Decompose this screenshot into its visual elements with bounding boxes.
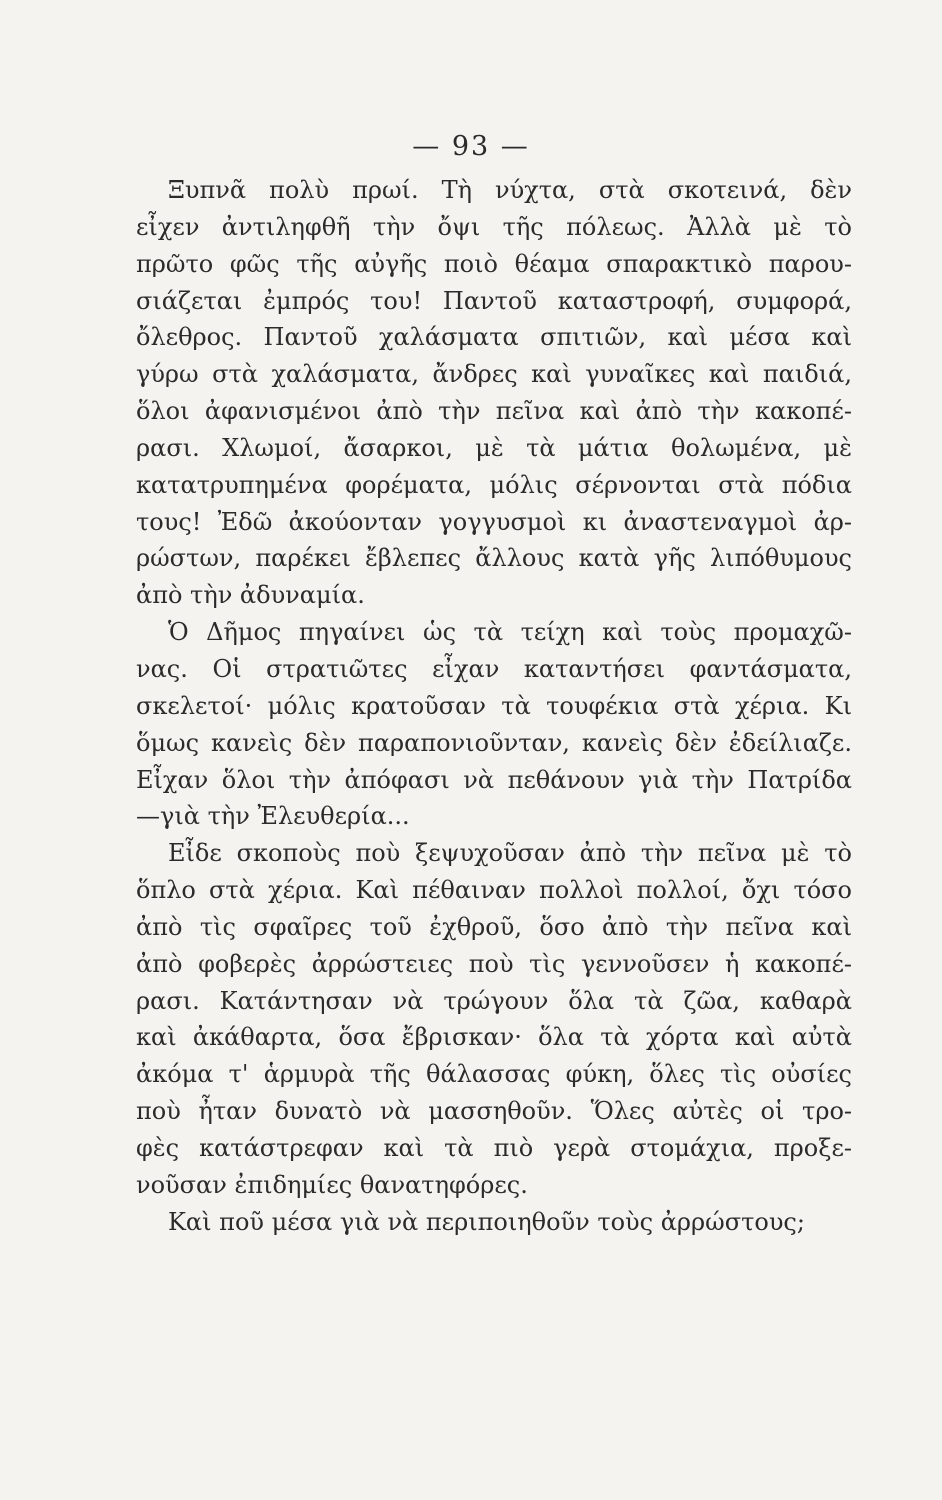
- text-line: ρασι. Χλωμοί, ἄσαρκοι, μὲ τὰ μάτια θολωμένα, μὲ: [136, 433, 852, 462]
- page-number: — 93 —: [412, 131, 530, 162]
- text-line: σιάζεται ἐμπρός του! Παντοῦ καταστροφή, συμφορά,: [136, 286, 852, 315]
- text-line: σκελετοί· μόλις κρατοῦσαν τὰ τουφέκια στὰ χέρια. Κι: [136, 691, 852, 720]
- text-line: ἀπὸ τὴν ἀδυναμία.: [136, 581, 365, 610]
- text-line: ὄλεθρος. Παντοῦ χαλάσματα σπιτιῶν, καὶ μέσα καὶ: [136, 323, 852, 352]
- text-line: ποὺ ἦταν δυνατὸ νὰ μασσηθοῦν. Ὅλες αὐτὲς οἱ τρο-: [136, 1097, 852, 1126]
- text-line: Ξυπνᾶ πολὺ πρωί. Τὴ νύχτα, στὰ σκοτεινά, δὲν: [168, 176, 852, 204]
- text-line: ὅμως κανεὶς δὲν παραπονιοῦνταν, κανεὶς δὲν ἐδείλιαζε.: [136, 728, 852, 757]
- text-line: ἀπὸ τὶς σφαῖρες τοῦ ἐχθροῦ, ὅσο ἀπὸ τὴν πεῖνα καὶ: [136, 912, 852, 941]
- text-line: Εἶδε σκοποὺς ποὺ ξεψυχοῦσαν ἀπὸ τὴν πεῖνα μὲ τὸ: [168, 839, 852, 868]
- text-line: γύρω στὰ χαλάσματα, ἄνδρες καὶ γυναῖκες καὶ παιδιά,: [136, 360, 852, 389]
- text-line: ἀπὸ φοβερὲς ἀρρώστειες ποὺ τὶς γεννοῦσεν ἡ κακοπέ-: [136, 949, 852, 978]
- text-line: καὶ ἀκάθαρτα, ὅσα ἔβρισκαν· ὅλα τὰ χόρτα καὶ αὐτὰ: [136, 1023, 852, 1052]
- text-line: νοῦσαν ἐπιδημίες θανατηφόρες.: [136, 1170, 528, 1199]
- text-line: κατατρυπημένα φορέματα, μόλις σέρνονται στὰ πόδια: [136, 470, 852, 499]
- text-line: φὲς κατάστρεφαν καὶ τὰ πιὸ γερὰ στομάχια, προξε-: [136, 1133, 852, 1162]
- text-line: τους! Ἐδῶ ἀκούονταν γογγυσμοὶ κι ἀναστεναγμοὶ ἀρ-: [136, 507, 852, 536]
- text-line: ἀκόμα τ' ἁρμυρὰ τῆς θάλασσας φύκη, ὅλες τὶς οὐσίες: [136, 1060, 852, 1089]
- text-line: ὅπλο στὰ χέρια. Καὶ πέθαιναν πολλοὶ πολλοί, ὄχι τόσο: [136, 876, 852, 905]
- text-line: ὅλοι ἀφανισμένοι ἀπὸ τὴν πεῖνα καὶ ἀπὸ τὴν κακοπέ-: [136, 397, 852, 426]
- body-text: [136, 172, 852, 1240]
- text-line: ρώστων, παρέκει ἔβλεπες ἄλλους κατὰ γῆς λιπόθυμους: [136, 544, 852, 573]
- text-line: Καὶ ποῦ μέσα γιὰ νὰ περιποιηθοῦν τοὺς ἀρρώστους;: [168, 1207, 805, 1236]
- text-line: Ὁ Δῆμος πηγαίνει ὡς τὰ τείχη καὶ τοὺς προμαχῶ-: [168, 618, 852, 647]
- text-line: νας. Οἱ στρατιῶτες εἶχαν καταντήσει φαντάσματα,: [136, 654, 852, 683]
- text-line: εἶχεν ἀντιληφθῆ τὴν ὄψι τῆς πόλεως. Ἀλλὰ μὲ τὸ: [136, 212, 852, 241]
- text-line: ρασι. Κατάντησαν νὰ τρώγουν ὅλα τὰ ζῶα, καθαρὰ: [136, 986, 852, 1015]
- text-line: —γιὰ τὴν Ἐλευθερία...: [136, 802, 410, 831]
- text-line: Εἶχαν ὅλοι τὴν ἀπόφασι νὰ πεθάνουν γιὰ τὴν Πατρίδα: [136, 765, 852, 794]
- text-line: πρῶτο φῶς τῆς αὐγῆς ποιὸ θέαμα σπαρακτικὸ παρου-: [136, 249, 852, 278]
